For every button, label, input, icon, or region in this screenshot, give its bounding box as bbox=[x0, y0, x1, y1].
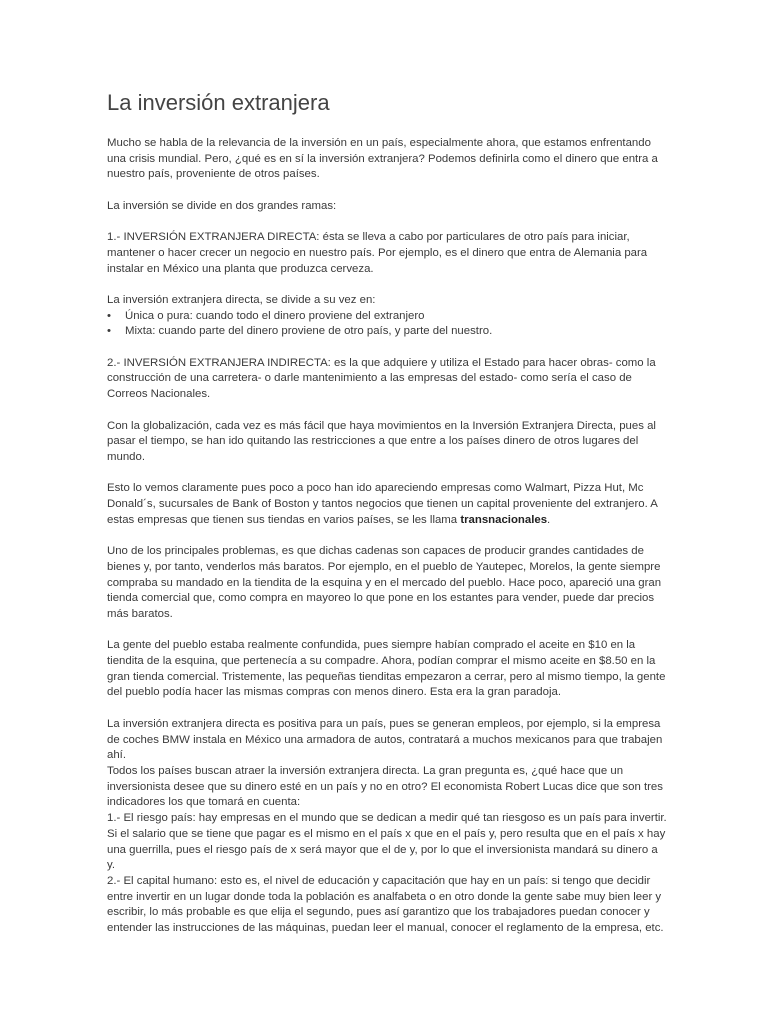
paragraph-intro: Mucho se habla de la relevancia de la inversión en un país, especialmente ahora, que estamos enfrentando una crisis mundial. Pero, ¿qué es en sí la inversión extranjera? Podemos definirla como el dinero que entra a nuestro país, proveniente de otros países. bbox=[107, 137, 658, 181]
list-item-text: Mixta: cuando parte del dinero proviene de otro país, y parte del nuestro. bbox=[125, 325, 493, 338]
bullet-icon: • bbox=[107, 309, 111, 322]
document-body bbox=[107, 136, 667, 937]
paragraph-companies-end: . bbox=[547, 513, 551, 526]
paragraph-attraction: Todos los países buscan atraer la inversión extranjera directa. La gran pregunta es, ¿qué hace que un inversionista desee que su dinero esté en un país y no en otro? El economista Robert Lucas dice que son tres indicadores los que tomará en cuenta: bbox=[107, 764, 663, 809]
paragraph-globalization: Con la globalización, cada vez es más fácil que haya movimientos en la Inversión Extranjera Directa, pues al pasar el tiempo, se han ido quitando las restricciones a que entre a los países dinero de otros lugares del mundo. bbox=[107, 419, 656, 463]
paragraph-companies bbox=[107, 481, 667, 528]
paragraph-direct-investment: 1.- INVERSIÓN EXTRANJERA DIRECTA: ésta se lleva a cabo por particulares de otro país para iniciar, mantener o hacer crecer un negocio en nuestro país. Por ejemplo, es el dinero que entra de Alemania para instalar en México una planta que produzca cerveza. bbox=[107, 231, 648, 275]
paragraph-indirect-investment: 2.- INVERSIÓN EXTRANJERA INDIRECTA: es la que adquiere y utiliza el Estado para hacer obras- como la construcción de una carretera- o darle mantenimiento a las empresas del estado- como sería el caso de Correos Nacionales. bbox=[107, 356, 656, 401]
document-title: La inversión extranjera bbox=[107, 90, 330, 115]
paragraph-country-risk: 1.- El riesgo país: hay empresas en el mundo que se dedican a medir qué tan riesgoso es un país para invertir. Si el salario que se tiene que pagar es el mismo en el país x que en el país y, pero resulta que en el país x hay una guerrilla, pues el riesgo país de x será mayor que el de y, por lo que el inversionista mandará su dinero a y. bbox=[107, 812, 667, 872]
list-item bbox=[107, 324, 667, 340]
paragraph-positive: La inversión extranjera directa es positiva para un país, pues se generan empleos, por ejemplo, si la empresa de coches BMW instala en México una armadora de autos, contratará a muchos mexicanos para que trabajen ahí. bbox=[107, 717, 663, 762]
list-item-text: Única o pura: cuando todo el dinero proviene del extranjero bbox=[125, 309, 425, 322]
list-item bbox=[107, 309, 667, 325]
paragraph-paradox: La gente del pueblo estaba realmente confundida, pues siempre habían comprado el aceite en $10 en la tiendita de la esquina, que pertenecía a su compadre. Ahora, podían comprar el mismo aceite en $8.50 en la gran tienda comercial. Tristemente, las pequeñas tienditas empezaron a cerrar, pero al mismo tiempo, la gente del pueblo podía hacer las mismas compras con menos dinero. Esta era la gran paradoja. bbox=[107, 639, 666, 699]
paragraph-direct-subdivision: La inversión extranjera directa, se divide a su vez en: bbox=[107, 293, 376, 306]
paragraph-branches: La inversión se divide en dos grandes ramas: bbox=[107, 199, 337, 212]
bullet-icon: • bbox=[107, 325, 111, 338]
paragraph-companies-text: Esto lo vemos claramente pues poco a poco han ido apareciendo empresas como Walmart, Pizza Hut, Mc Donald´s, sucursales de Bank of Boston y tantos negocios que tienen un capital proveniente del extranjero. A estas empresas que tienen sus tiendas en varios países, se les llama bbox=[107, 482, 658, 526]
paragraph-problems: Uno de los principales problemas, es que dichas cadenas son capaces de producir grandes cantidades de bienes y, por tanto, venderlos más baratos. Por ejemplo, en el pueblo de Yautepec, Morelos, la gente siempre compraba su mandado en la tiendita de la esquina y en el mercado del pueblo. Hace poco, apareció una gran tienda comercial que, como compra en mayoreo lo que pone en los estantes para vender, puede dar precios más baratos. bbox=[107, 545, 662, 620]
subdivision-list bbox=[107, 309, 667, 340]
transnacionales-term: transnacionales bbox=[460, 513, 548, 526]
paragraph-human-capital: 2.- El capital humano: esto es, el nivel de educación y capacitación que hay en un país: si tengo que decidir entre invertir en un lugar donde toda la población es analfabeta o en otro donde la gente sabe muy bien leer y escribir, lo más probable es que elija el segundo, pues así garantizo que los trabajadores puedan conocer y entender las instrucciones de las máquinas, puedan leer el manual, conocer el reglamento de la empresa, etc. bbox=[107, 874, 664, 935]
